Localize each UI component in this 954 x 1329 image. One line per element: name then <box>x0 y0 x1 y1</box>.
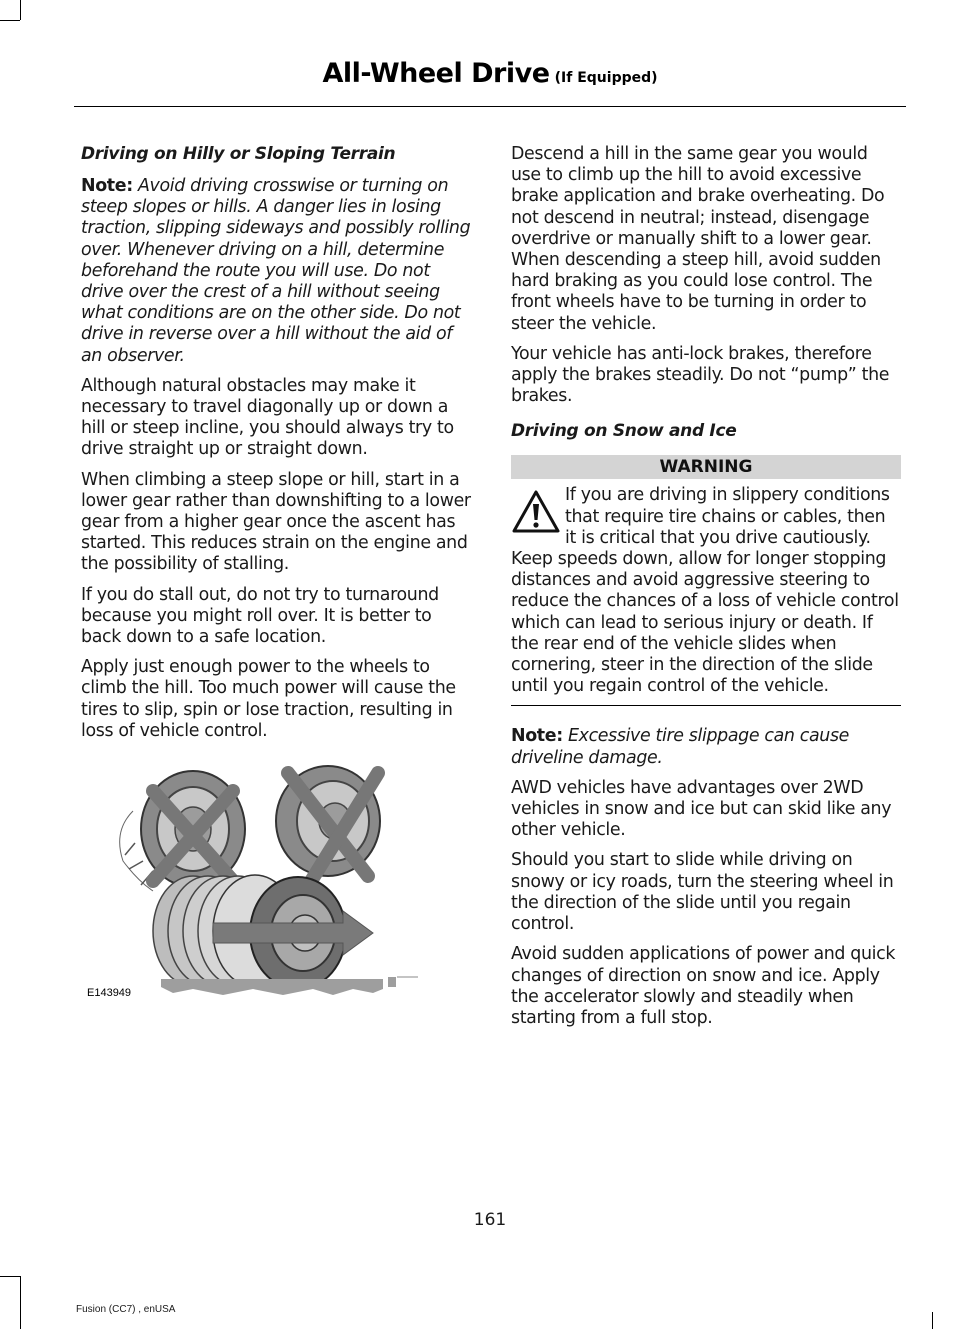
paragraph: Descend a hill in the same gear you would use to climb up the hill to avoid excessive brake application and brake overheating. Do not descend in neutral; instead, disengage overdrive or manually shift to a lower gear. When descending a steep hill, avoid sudden hard braking as you could lose control. The front wheels have to be turning in order to steer the vehicle. <box>511 144 885 334</box>
page-header <box>74 58 906 107</box>
paragraph: Apply just enough power to the wheels to climb the hill. Too much power will cause the tires to slip, spin or lose traction, resulting in loss of vehicle control. <box>81 657 456 741</box>
paragraph: Your vehicle has anti-lock brakes, therefore apply the brakes steadily. Do not “pump” the brakes. <box>511 343 890 407</box>
note-paragraph <box>511 726 901 768</box>
paragraph: When climbing a steep slope or hill, start in a lower gear rather than downshifting to a lower gear from a higher gear once the ascent has started. This reduces strain on the engine and the possibility of stalling. <box>81 469 471 575</box>
tire-illustration <box>83 751 428 1011</box>
crop-mark <box>0 20 20 21</box>
page-subtitle: (If Equipped) <box>554 70 658 86</box>
paragraph: Avoid sudden applications of power and quick changes of direction on snow and ice. Apply the accelerator slowly and steadily when starting from a full stop. <box>511 944 896 1028</box>
crop-mark <box>20 1276 21 1329</box>
page-title: All-Wheel Drive <box>322 58 550 89</box>
footer-text: Fusion (CC7) , enUSA <box>76 1304 176 1315</box>
paragraph: Should you start to slide while driving on snowy or icy roads, turn the steering wheel in the direction of the slide until you regain control. <box>511 850 894 935</box>
crop-mark <box>932 1312 933 1329</box>
section-heading-snow: Driving on Snow and Ice <box>511 421 737 442</box>
warning-triangle-icon <box>511 489 561 535</box>
note-label: Note: <box>511 726 563 747</box>
note-text: Avoid driving crosswise or turning on steep slopes or hills. A danger lies in losing traction, slipping sideways and possibly rolling over. Whenever driving on a hill, determine beforehand the route you will use. Do not drive over the crest of a hill without seeing what conditions are on the other side. Do not drive in reverse over a hill without the aid of an observer. <box>81 176 471 366</box>
left-column <box>81 144 471 1011</box>
paragraph: AWD vehicles have advantages over 2WD vehicles in snow and ice but can skid like any other vehicle. <box>511 777 892 841</box>
warning-title: WARNING <box>511 455 901 479</box>
paragraph: If you do stall out, do not try to turnaround because you might roll over. It is better to back down to a safe location. <box>81 584 439 648</box>
page-number: 161 <box>473 1210 507 1230</box>
section-heading-hilly: Driving on Hilly or Sloping Terrain <box>81 144 396 164</box>
note-text: Excessive tire slippage can cause driveline damage. <box>511 726 849 768</box>
ground-icon <box>161 977 418 995</box>
crop-mark <box>0 1276 20 1277</box>
paragraph: Although natural obstacles may make it necessary to travel diagonally up or down a hill or steep incline, you should always try to drive straight up or straight down. <box>81 375 454 460</box>
warning-text: If you are driving in slippery conditions that require tire chains or cables, then it is critical that you drive cautiously. Keep speeds down, allow for longer stopping distances and avoid aggressive steering to reduce the chances of a loss of vehicle control which can lead to serious injury or death. If the rear end of the vehicle slides when cornering, steer in the direction of the slide until you regain control of the vehicle. <box>511 485 899 697</box>
tire-illustration-graphic <box>83 751 428 1011</box>
note-paragraph <box>81 176 471 367</box>
warning-box <box>511 455 901 706</box>
note-label: Note: <box>81 176 133 196</box>
crop-mark <box>20 0 21 20</box>
right-column <box>511 144 901 1038</box>
figure-label: E143949 <box>87 987 132 1000</box>
